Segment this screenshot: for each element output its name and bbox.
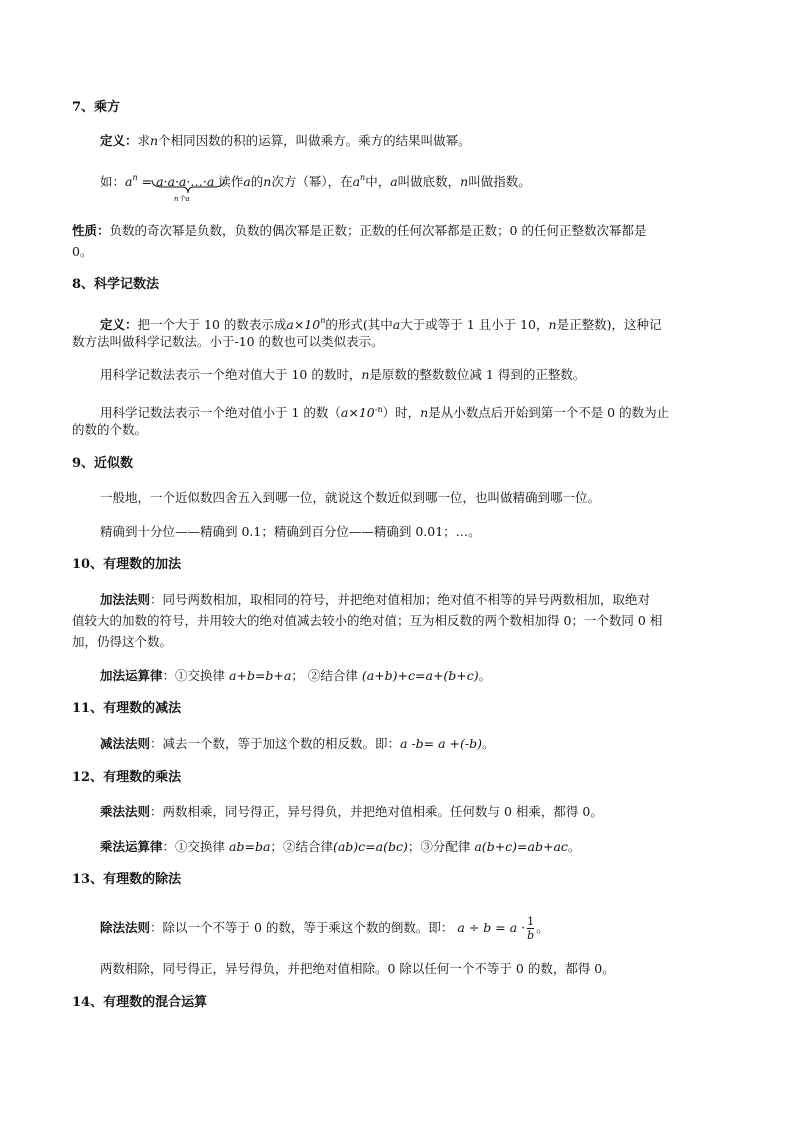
- s13-rule: 除法法则：除以一个不等于 0 的数，等于乘这个数的倒数。即： a ÷ b = a · $\frac{1}{b}$ 。: [100, 915, 549, 942]
- s8-definition-line-2: 数方法叫做科学记数法。小于-10 的数也可以类似表示。: [72, 334, 384, 349]
- s9-paragraph-2: 精确到十分位——精确到 0.1；精确到百分位——精确到 0.01；…。: [100, 524, 481, 539]
- s7-property-line-1: 性质：负数的奇次幂是负数，负数的偶次幂是正数；正数的任何次幂都是正数；0 的任何正整数次幂都是: [72, 223, 647, 238]
- underbrace-label: n个a: [174, 195, 190, 203]
- section-14-title: 14、有理数的混合运算: [72, 995, 208, 1010]
- s11-rule: 减法法则：减去一个数，等于加这个数的相反数。即：a -b= a +(-b)。: [100, 736, 495, 751]
- s10-rule-line-3: 加，仍得这个数。: [72, 634, 173, 649]
- section-11-title: 11、有理数的减法: [72, 701, 182, 716]
- section-8-title: 8、科学记数法: [72, 277, 160, 292]
- s8-paragraph-3-line-2: 的数的个数。: [72, 422, 148, 437]
- s13-paragraph-2: 两数相除，同号得正，异号得负，并把绝对值相除。0 除以任何一个不等于 0 的数，都得 0。: [100, 961, 615, 976]
- section-9-title: 9、近似数: [72, 456, 134, 471]
- s7-example: 如：$a^n$ = a·a·a·…·a 读作a的n次方（幂），在$a^n$中，a叫做底数，n叫做指数。: [100, 173, 531, 189]
- section-13-title: 13、有理数的除法: [72, 872, 182, 887]
- s7-property-line-2: 0。: [72, 244, 93, 259]
- s10-rule-line-1: 加法法则：同号两数相加，取相同的符号，并把绝对值相加；绝对值不相等的异号两数相加，取绝对: [100, 592, 651, 607]
- s12-rule: 乘法法则：两数相乘，同号得正，异号得负，并把绝对值相乘。任何数与 0 相乘，都得 0。: [100, 804, 603, 819]
- s10-rule-line-2: 值较大的加数的符号，并用较大的绝对值减去较小的绝对值；互为相反数的两个数相加得 0；一个数同 0 相: [72, 613, 663, 628]
- s10-laws: 加法运算律：①交换律 a+b=b+a； ②结合律 (a+b)+c=a+(b+c)。: [100, 668, 492, 683]
- s8-paragraph-3-line-1: 用科学记数法表示一个绝对值小于 1 的数$(a\times 10^{-n})$时，n是从小数点后开始到第一个不是 0 的数为止: [100, 405, 670, 420]
- section-7-title: 7、乘方: [72, 100, 121, 115]
- s7-definition: 定义：求n个相同因数的积的运算，叫做乘方。乘方的结果叫做幂。: [100, 133, 471, 148]
- section-12-title: 12、有理数的乘法: [72, 770, 182, 785]
- s9-paragraph-1: 一般地，一个近似数四舍五入到哪一位，就说这个数近似到哪一位，也叫做精确到哪一位。: [100, 490, 601, 505]
- s8-definition-line-1: 定义：把一个大于 10 的数表示成$a\times 10^n$的形式(其中a大于或等于 1 且小于 10，n是正整数)，这种记: [100, 316, 662, 332]
- fraction-one-over-b: $\frac{1}{b}$: [527, 915, 535, 942]
- section-10-title: 10、有理数的加法: [72, 557, 182, 572]
- s12-laws: 乘法运算律：①交换律 ab=ba；②结合律(ab)c=a(bc)；③分配律 a(b+c)=ab+ac。: [100, 839, 581, 854]
- s8-paragraph-2: 用科学记数法表示一个绝对值大于 10 的数时，n是原数的整数数位减 1 得到的正整数。: [100, 367, 586, 382]
